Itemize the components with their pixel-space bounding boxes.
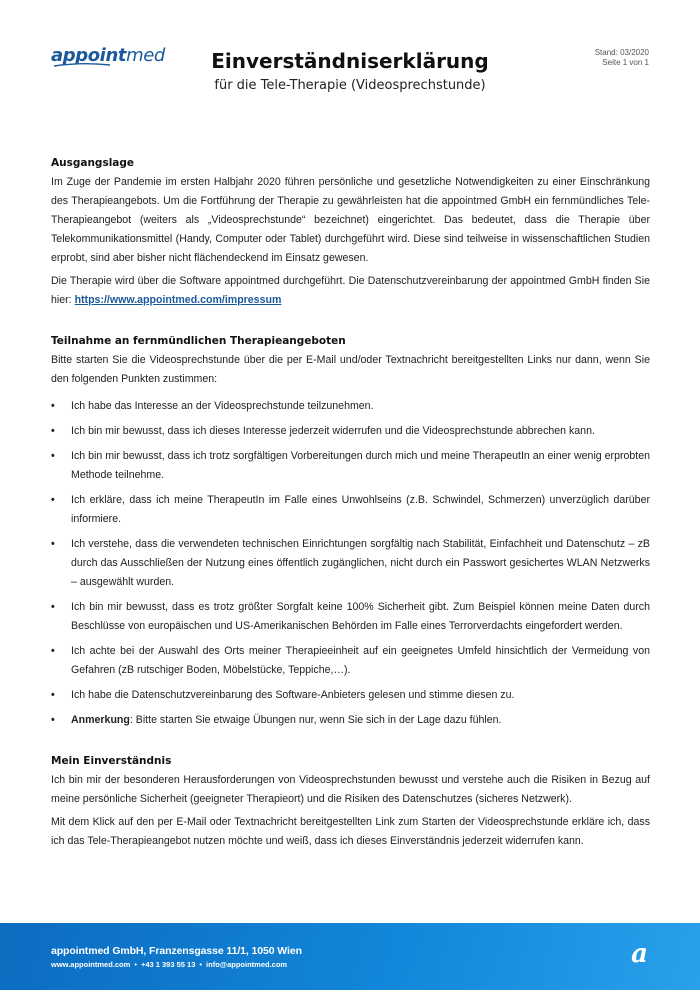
note-label: Anmerkung [71, 714, 130, 726]
section-heading: Teilnahme an fernmündlichen Therapieangeboten [51, 335, 346, 347]
footer-phone: +43 1 393 55 13 [140, 960, 196, 969]
section-teilnahme [51, 333, 650, 730]
list-item [51, 598, 650, 636]
section-heading: Ausgangslage [51, 157, 135, 169]
list-item [51, 422, 650, 441]
document-body [51, 155, 650, 855]
page-title: Einverständniserklärung [211, 49, 489, 73]
list-item-text: Ich habe die Datenschutzvereinbarung des Software-Anbieters gelesen und stimme diesen zu. [71, 689, 515, 701]
bullet-icon: • [51, 714, 55, 726]
paragraph-text: Die Therapie wird über die Software appointmed durchgeführt. Die Datenschutzvereinbarung der appointmed GmbH finden Sie hier: [51, 275, 650, 306]
bullet-icon: • [51, 689, 55, 701]
list-item-text: Ich bin mir bewusst, dass ich dieses Interesse jederzeit widerrufen und die Videosprechstunde abbrechen kann. [71, 425, 595, 437]
bullet-icon: • [51, 494, 55, 506]
list-item-text: Ich achte bei der Auswahl des Orts meiner Therapieeinheit auf ein geeignetes Umfeld hinsichtlich der Vermeidung von Gefahren (zB rutschiger Boden, Möbelstücke, Teppiche,…). [71, 645, 650, 676]
list-item-note [51, 711, 650, 730]
section-einverstaendnis [51, 753, 650, 851]
note-text: : Bitte starten Sie etwaige Übungen nur, wenn Sie sich in der Lage dazu fühlen. [129, 714, 502, 726]
list-item-text: Ich habe das Interesse an der Videosprechstunde teilzunehmen. [71, 400, 374, 412]
footer-contact-line [51, 960, 287, 969]
footer-email: info@appointmed.com [206, 960, 288, 969]
bullet-icon: • [51, 645, 55, 657]
section-ausgangslage [51, 155, 650, 310]
paragraph: Im Zuge der Pandemie im ersten Halbjahr 2020 führen persönliche und gesetzliche Notwendigkeiten zu einer Einschränkung des Therapieangebots. Um die Fortführung der Therapie zu gewährleisten hat die appointmed GmbH ein fernmündliches Tele-Therapieangebot (weiters als „Videosprechstunde“ bezeichnet) eingerichtet. Das bedeutet, dass die Therapie über Telekommunikationsmittel (Handy, Computer oder Tablet) durchgeführt wird. Diese sind teilweise in wissenschaftlichen Studien erprobt, sind aber bisher nicht flächendeckend im Einsatz gewesen. [51, 176, 650, 264]
list-item-text: Ich verstehe, dass die verwendeten technischen Einrichtungen sorgfältig nach Stabilität, Einfachheit und Datenschutz – zB durch das Ausschließen der Nutzung eines öffentlich zugänglichen, nicht durch ein Passwort gesichertes WLAN Netzwerks – ausgewählt wurden. [71, 538, 650, 588]
bullet-icon: • [51, 450, 55, 462]
logo-text-bold: appoint [51, 45, 127, 66]
bullet-icon: • [51, 538, 55, 550]
paragraph [51, 272, 650, 310]
page-number: Seite 1 von 1 [602, 58, 649, 67]
footer-company-address: appointmed GmbH, Franzensgasse 11/1, 1050 Wien [51, 945, 302, 957]
list-item [51, 491, 650, 529]
list-item-text: Ich bin mir bewusst, dass es trotz größter Sorgfalt keine 100% Sicherheit gibt. Zum Beispiel können meine Daten durch Beschlüsse von europäischen und US-Amerikanischen Behörden im Falle eines Terrorverdachts eingefordert werden. [71, 601, 650, 632]
stand-date: Stand: 03/2020 [594, 48, 649, 57]
paragraph: Bitte starten Sie die Videosprechstunde über die per E-Mail und/oder Textnachricht bereitgestellten Links nur dann, wenn Sie den folgenden Punkten zustimmen: [51, 354, 650, 385]
list-item-text: Ich bin mir bewusst, dass ich trotz sorgfältigen Vorbereitungen durch mich und meine TherapeutIn an einer wenig erprobten Methode teilnehme. [71, 450, 650, 481]
bullet-icon: • [51, 601, 55, 613]
bullet-icon: • [51, 400, 55, 412]
section-heading: Mein Einverständnis [51, 755, 172, 767]
separator-dot: • [199, 960, 203, 969]
separator-dot: • [134, 960, 137, 969]
list-item-text: Ich erkläre, dass ich meine TherapeutIn im Falle eines Unwohlseins (z.B. Schwindel, Schmerzen) unverzüglich darüber informiere. [71, 494, 650, 525]
list-item [51, 686, 650, 705]
logo-text-light: med [126, 45, 165, 66]
list-item [51, 397, 650, 416]
document-meta [595, 48, 649, 68]
bullet-icon: • [51, 425, 55, 437]
list-item [51, 447, 650, 485]
appointmed-a-icon: a [631, 939, 648, 969]
footer-bar [0, 923, 700, 990]
page-subtitle: für die Tele-Therapie (Videosprechstunde) [214, 78, 486, 93]
paragraph: Mit dem Klick auf den per E-Mail oder Textnachricht bereitgestellten Link zum Starten der Videosprechstunde erkläre ich, dass ich das Tele-Therapieangebot nutzen möchte und weiß, dass ich dieses Einverständnis jederzeit widerrufen kann. [51, 816, 650, 847]
footer-website: www.appointmed.com [51, 960, 131, 969]
paragraph: Ich bin mir der besonderen Herausforderungen von Videosprechstunden bewusst und verstehe auch die Risiken in Bezug auf meine persönliche Sicherheit (geeigneter Therapieort) und die Risiken des Datenschutzes (sicheres Netzwerk). [51, 774, 650, 805]
list-item [51, 642, 650, 680]
impressum-link[interactable]: https://www.appointmed.com/impressum [74, 294, 282, 306]
consent-list [51, 397, 650, 730]
list-item [51, 535, 650, 592]
